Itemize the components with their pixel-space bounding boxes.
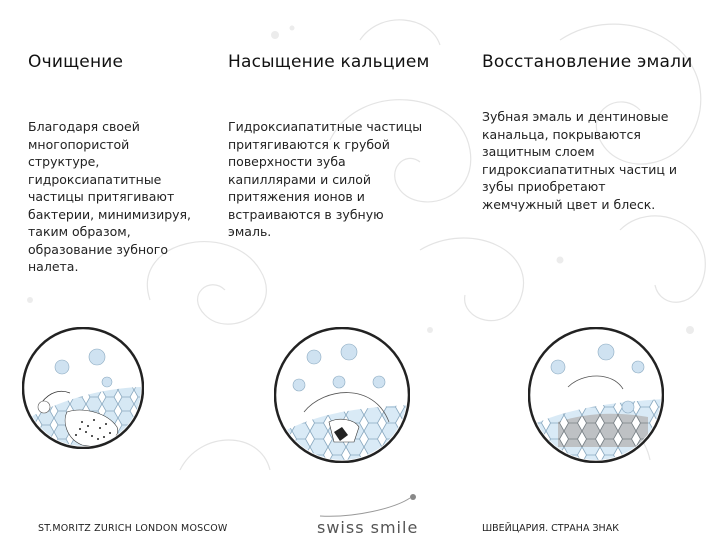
column-text: Гидроксиапатитные частицы притягиваются к грубой поверхности зуба капиллярами и силой притяжения ионов и встраиваются в зубную эмаль. [228, 119, 423, 239]
footer-cities: ST.MORITZ ZURICH LONDON MOSCOW [38, 523, 228, 534]
calcium-diagram [274, 327, 410, 463]
column-calcium [228, 52, 468, 241]
column-text: Зубная эмаль и дентиновые канальца, покрываются защитным слоем гидроксиапатитных частиц и зубы приобретают жемчужный цвет и блеск. [482, 109, 677, 212]
footer-tagline: ШВЕЙЦАРИЯ. СТРАНА ЗНАК [482, 523, 619, 534]
logo-swoosh-icon [315, 488, 445, 522]
column-title: Насыщение кальцием [228, 52, 430, 72]
enamel-diagram [528, 327, 664, 463]
swiss-smile-logo [315, 488, 445, 540]
column-title: Очищение [28, 52, 124, 72]
cleaning-diagram [22, 327, 144, 449]
column-text: Благодаря своей многопористой структуре, гидроксиапатитные частицы притягивают бактерии, минимизируя, таким образом, образование зубного налета. [28, 119, 192, 274]
logo-text: swiss smile [317, 518, 419, 537]
column-enamel [482, 52, 720, 213]
column-title: Восстановление эмали [482, 52, 693, 72]
column-cleaning [28, 52, 208, 276]
